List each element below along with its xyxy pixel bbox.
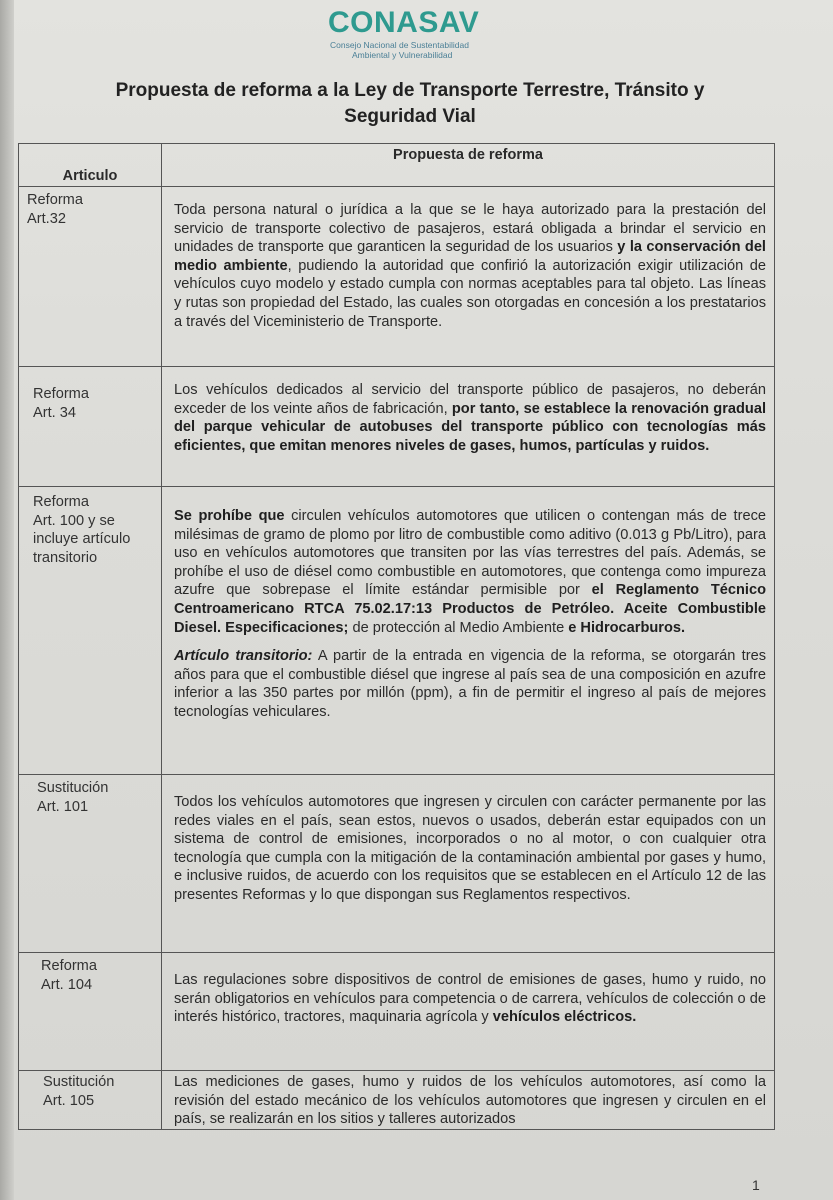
proposal-bold-text: e Hidrocarburos. <box>568 619 686 636</box>
proposal-cell <box>162 487 775 775</box>
proposal-cell <box>162 775 775 953</box>
proposal-bold-text: y la conservación del medio ambiente <box>174 239 766 274</box>
logo-subtitle-2: Ambiental y Vulnerabilidad <box>352 50 453 60</box>
transitory-paragraph <box>174 647 766 721</box>
proposal-cell <box>162 367 775 487</box>
article-type: Reforma <box>41 958 97 974</box>
reform-table <box>18 143 775 1130</box>
article-number: Art. 100 y se <box>33 512 115 529</box>
proposal-text: Las regulaciones sobre dispositivos de control de emisiones de gases, humo y ruido, no serán obligatorios en vehículos para competencia o de carrera, vehículos de colección o de interés histórico, tractores, maquinaria agrícola y <box>174 972 766 1026</box>
proposal-text: Los vehículos dedicados al servicio del transporte público de pasajeros, no deberán exceder de los veinte años de fabricación, <box>174 382 766 417</box>
page-number: 1 <box>752 1177 760 1193</box>
table-row <box>19 367 775 487</box>
article-cell <box>19 775 162 953</box>
transitory-label: Artículo transitorio: <box>174 648 313 665</box>
article-note: transitorio <box>33 549 98 566</box>
article-note: incluye artículo <box>33 531 131 548</box>
proposal-paragraph <box>174 507 766 637</box>
proposal-text: , pudiendo la autoridad que confirió la autorización exigir utilización de vehículos cuyo modelo y estado cumpla con normas aceptables para tal objeto. Las líneas y rutas son propiedad del Estado, las cuales son otorgadas en concesión a los prestatarios a través del Viceministerio de Transporte. <box>174 257 766 330</box>
proposal-bold-text: Se prohíbe que <box>174 508 285 524</box>
proposal-text: Toda persona natural o jurídica a la que se le haya autorizado para la prestación del servicio de transporte colectivo de pasajeros, estará obligada a brindar el servicio en unidades de transporte que garanticen la seguridad de los usuarios <box>174 202 766 256</box>
article-cell <box>19 953 162 1071</box>
page-edge-shadow <box>0 0 14 1200</box>
proposal-cell <box>162 1071 775 1130</box>
table-row <box>19 487 775 775</box>
proposal-bold-text: por tanto, se establece la renovación gradual del parque vehicular de autobuses del transporte público con tecnologías más eficientes, que emitan menores niveles de gases, humos, partículas y ruidos. <box>174 400 767 454</box>
title-line-1: Propuesta de reforma a la Ley de Transporte Terrestre, Tránsito y <box>115 80 705 101</box>
article-cell <box>19 1071 162 1130</box>
article-type: Sustitución <box>37 780 109 796</box>
proposal-bold-text: el Reglamento Técnico Centroamericano RTCA 75.02.17:13 Productos de Petróleo. Aceite Combustible Diesel. Especificaciones; <box>174 582 766 636</box>
article-number: Art.32 <box>27 210 66 227</box>
article-type: Sustitución <box>43 1074 115 1090</box>
proposal-cell <box>162 953 775 1071</box>
conasav-logo <box>328 6 498 60</box>
proposal-text: Las mediciones de gases, humo y ruidos de los vehículos automotores, así como la revisión del estado mecánico de los vehículos automotores que ingresen y circulen en el país, se realizarán en los sitios y talleres autorizados <box>174 1074 766 1128</box>
article-cell <box>19 367 162 487</box>
transitory-text: A partir de la entrada en vigencia de la reforma, se otorgarán tres años para que el combustible diésel que ingrese al país sea de una composición en azufre inferior a las 350 partes por millón (ppm), a fin de permitir el ingreso al país de mejores tecnologías vehiculares. <box>174 648 766 720</box>
article-number: Art. 101 <box>37 798 89 815</box>
article-type: Reforma <box>27 192 83 208</box>
table-header-row <box>19 144 775 187</box>
proposal-bold-text: vehículos eléctricos. <box>492 1009 637 1026</box>
table-row <box>19 1071 775 1130</box>
article-cell <box>19 187 162 367</box>
article-type: Reforma <box>33 494 89 510</box>
logo-wordmark: CONASAV <box>328 6 480 39</box>
article-cell <box>19 487 162 775</box>
proposal-text: circulen vehículos automotores que utilicen o contengan más de trece milésimas de gramo de plomo por litro de combustible como aditivo (0.013 g Pb/Litro), para uso en vehículos automotores que transiten por las vías terrestres del país. Además, se prohíbe el uso de diésel como combustible en automotores, que contenga como impureza azufre que sobrepase el límite estándar permisible por <box>174 508 766 599</box>
table-row <box>19 953 775 1071</box>
article-number: Art. 105 <box>43 1092 95 1109</box>
column-header-propuesta: Propuesta de reforma <box>162 144 775 187</box>
table-row <box>19 775 775 953</box>
article-type: Reforma <box>33 386 89 402</box>
title-line-2: Seguridad Vial <box>344 106 476 127</box>
column-header-articulo: Articulo <box>19 144 162 187</box>
proposal-cell <box>162 187 775 367</box>
logo-subtitle-1: Consejo Nacional de Sustentabilidad <box>330 40 469 50</box>
table-row <box>19 187 775 367</box>
article-number: Art. 34 <box>33 404 76 421</box>
proposal-text: de protección al Medio Ambiente <box>348 619 569 636</box>
article-number: Art. 104 <box>41 976 93 993</box>
paragraph-spacer <box>174 637 766 647</box>
document-title <box>40 78 780 130</box>
proposal-text: Todos los vehículos automotores que ingresen y circulen con carácter permanente por las redes viales en el país, sean estos, nuevos o usados, deberán estar equipados con un sistema de control de emisiones, incorporados o no al motor, o con cualquier otra tecnología que cumpla con la mitigación de la contaminación ambiental por gases y humo, e inclusive ruidos, de acuerdo con los requisitos que se establecen en el Artículo 12 de las presentes Reformas y lo que dispongan sus Reglamentos respectivos. <box>174 794 766 903</box>
